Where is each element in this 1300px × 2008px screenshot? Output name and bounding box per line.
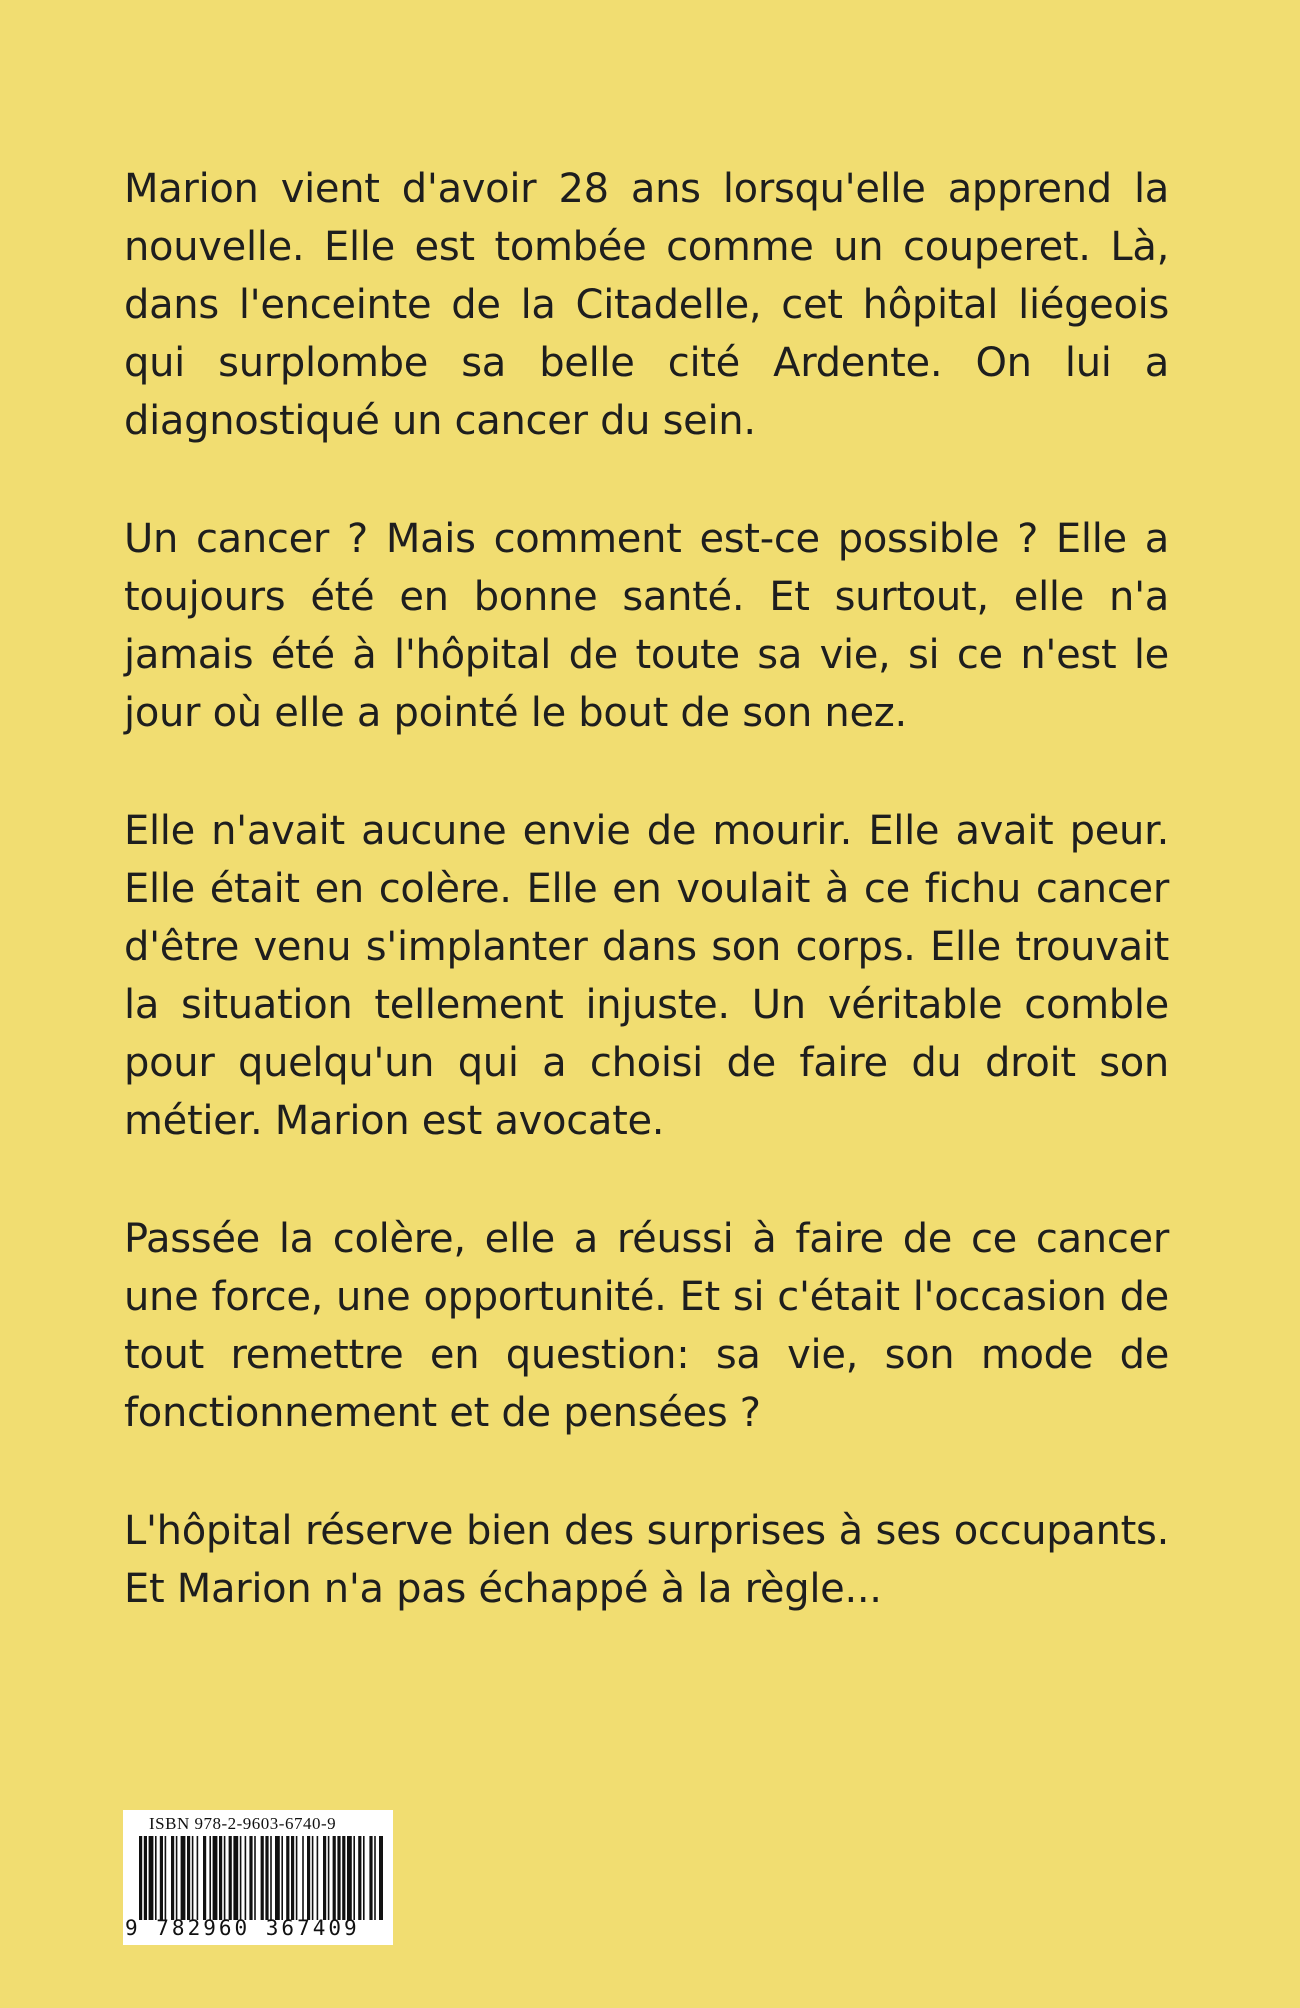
barcode-bar (333, 1836, 336, 1920)
barcode-bar (249, 1836, 252, 1920)
barcode-bar (328, 1836, 330, 1920)
isbn-label: ISBN 978-2-9603-6740-9 (149, 1814, 337, 1833)
barcode-bars (139, 1836, 383, 1920)
barcode-bar (374, 1836, 376, 1920)
barcode-bar (240, 1836, 242, 1920)
barcode-bar (176, 1836, 178, 1920)
blurb-paragraph-4: Passée la colère, elle a réussi à faire de ce cancer une force, une opportunité. Et si c'était l'occasion de tout remettre en question: sa vie, son mode de fonctionnement et de pensées ? (124, 1216, 1169, 1436)
barcode-bar (296, 1836, 298, 1920)
barcode-bar (229, 1836, 232, 1920)
barcode-bar (203, 1836, 206, 1920)
barcode-bar (155, 1836, 157, 1920)
barcode-bar (337, 1836, 340, 1920)
barcode-bar (197, 1836, 199, 1920)
barcode-bar (209, 1836, 211, 1920)
barcode-bar (181, 1836, 186, 1920)
barcode-bar (347, 1836, 352, 1920)
barcode-bar (369, 1836, 372, 1920)
back-cover-blurb (124, 160, 1169, 1678)
barcode-bar (291, 1836, 294, 1920)
blurb-paragraph-2: Un cancer ? Mais comment est-ce possible ? Elle a toujours été en bonne santé. Et surtout, elle n'a jamais été à l'hôpital de toute sa vie, si ce n'est le jour où elle a pointé le bout de son nez. (124, 516, 1169, 736)
ean-digits: 9 782960 367409 (125, 1916, 360, 1940)
barcode-bar (270, 1836, 272, 1920)
barcode-bar (342, 1836, 345, 1920)
barcode-bar (265, 1836, 268, 1920)
barcode-bar (353, 1836, 355, 1920)
barcode-bar (358, 1836, 361, 1920)
barcode-bar (317, 1836, 319, 1920)
barcode-bar (286, 1836, 289, 1920)
barcode-bar (379, 1836, 383, 1920)
barcode-bar (219, 1836, 222, 1920)
blurb-paragraph-5: L'hôpital réserve bien des surprises à ses occupants. Et Marion n'a pas échappé à la règle... (124, 1508, 1169, 1612)
blurb-paragraph-1: Marion vient d'avoir 28 ans lorsqu'elle apprend la nouvelle. Elle est tombée comme un couperet. Là, dans l'enceinte de la Citadelle, cet hôpital liégeois qui surplombe sa belle cité Ardente. On lui a diagnostiqué un cancer du sein. (124, 166, 1169, 444)
isbn-barcode (123, 1810, 393, 1945)
barcode-bar (363, 1836, 365, 1920)
barcode-bar (323, 1836, 326, 1920)
barcode-bar (192, 1836, 194, 1920)
barcode-bar (144, 1836, 147, 1920)
barcode-bar (165, 1836, 167, 1920)
barcode-bar (149, 1836, 154, 1920)
barcode-bar (233, 1836, 238, 1920)
barcode-bar (312, 1836, 314, 1920)
barcode-bar (213, 1836, 218, 1920)
barcode-bar (245, 1836, 247, 1920)
barcode-bar (307, 1836, 310, 1920)
barcode-bar (261, 1836, 264, 1920)
barcode-bar (224, 1836, 226, 1920)
barcode-bar (275, 1836, 280, 1920)
barcode-bar (160, 1836, 163, 1920)
barcode-bar (171, 1836, 174, 1920)
barcode-bar (281, 1836, 283, 1920)
blurb-paragraph-3: Elle n'avait aucune envie de mourir. Elle avait peur. Elle était en colère. Elle en voulait à ce fichu cancer d'être venu s'implanter dans son corps. Elle trouvait la situation tellement injuste. Un véritable comble pour quelqu'un qui a choisi de faire du droit son métier. Marion est avocate. (124, 808, 1169, 1144)
barcode-bar (187, 1836, 190, 1920)
barcode-bar (139, 1836, 142, 1920)
barcode-bar (302, 1836, 304, 1920)
barcode-bar (254, 1836, 256, 1920)
